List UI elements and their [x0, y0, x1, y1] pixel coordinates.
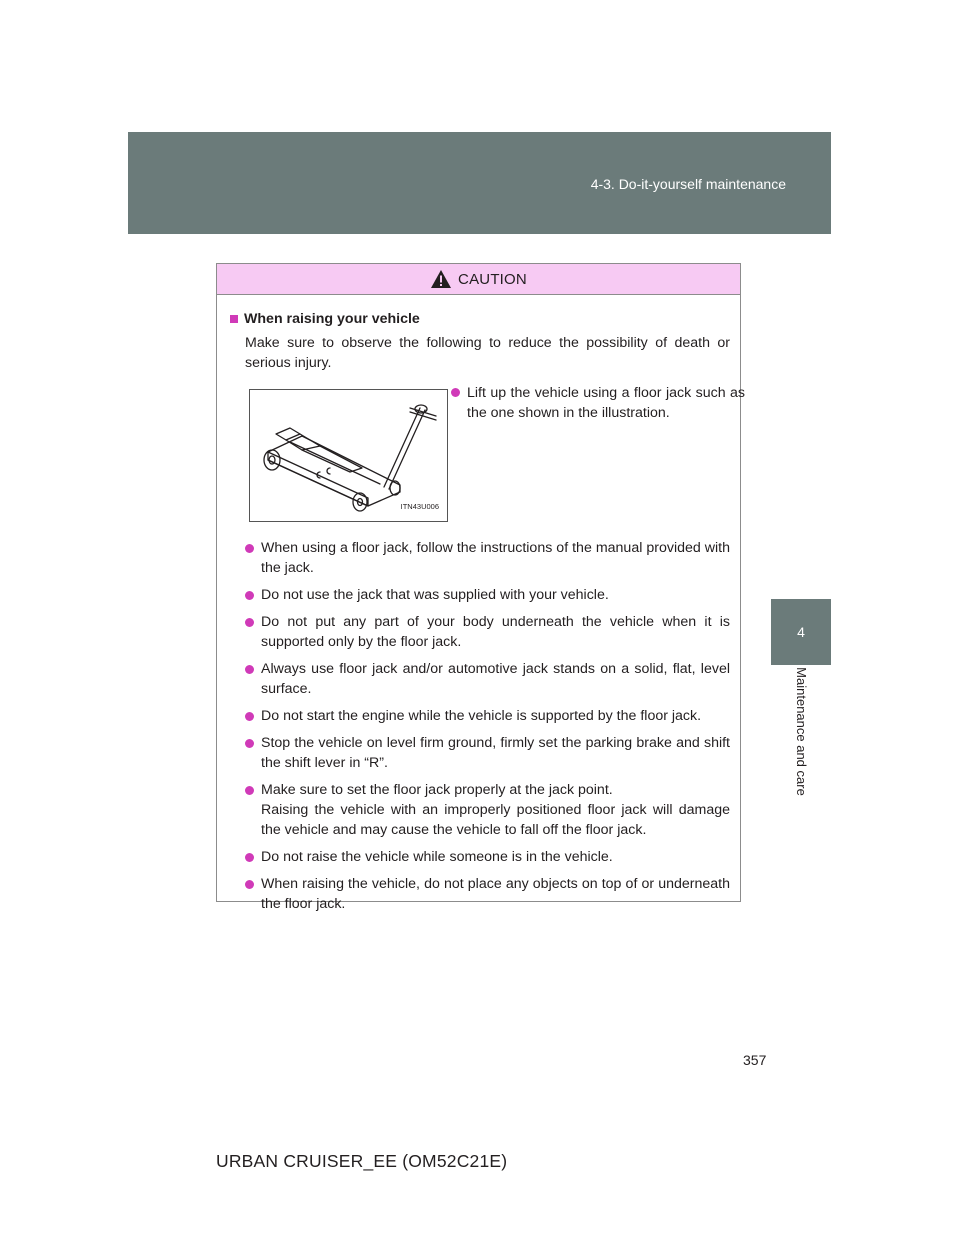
- round-bullet-icon: [245, 880, 254, 889]
- round-bullet-icon: [245, 853, 254, 862]
- round-bullet-icon: [245, 544, 254, 553]
- caution-intro: Make sure to observe the following to reduce the possibility of death or serious injury.: [245, 335, 730, 371]
- caution-content: [217, 295, 745, 914]
- list-item: [245, 780, 730, 840]
- caution-subheading-text: When raising your vehicle: [244, 311, 420, 327]
- list-item-detail: Raising the vehicle with an improperly positioned floor jack will damage the vehicle and may cause the vehicle to fall off the floor jack.: [261, 802, 730, 838]
- list-item: Do not raise the vehicle while someone is in the vehicle.: [245, 847, 730, 867]
- list-item: Always use floor jack and/or automotive jack stands on a solid, flat, level surface.: [245, 659, 730, 699]
- manual-code: URBAN CRUISER_EE (OM52C21E): [216, 1151, 508, 1171]
- list-item-line: Make sure to set the floor jack properly at the jack point.: [261, 782, 613, 798]
- figure-caption-text: Lift up the vehicle using a floor jack such as the one shown in the illustration.: [467, 385, 745, 421]
- chapter-tab-label-text: Maintenance and care: [793, 666, 809, 796]
- figure-caption: [451, 383, 745, 423]
- page-number: 357: [743, 1052, 767, 1068]
- chapter-tab-label: [771, 666, 831, 796]
- caution-list: [230, 538, 730, 914]
- figure-row: [230, 383, 745, 528]
- square-bullet-icon: [230, 315, 238, 323]
- round-bullet-icon: [451, 388, 460, 397]
- list-item-text: [261, 780, 730, 840]
- chapter-tab-number: 4: [771, 599, 831, 665]
- list-item: When raising the vehicle, do not place any objects on top of or underneath the floor jack.: [245, 874, 730, 914]
- floor-jack-illustration: [249, 389, 448, 522]
- figure-code: ITN43U006: [400, 502, 439, 511]
- round-bullet-icon: [245, 786, 254, 795]
- caution-header: [217, 264, 740, 295]
- list-item: Do not put any part of your body underneath the vehicle when it is supported only by the floor jack.: [245, 612, 730, 652]
- list-item: When using a floor jack, follow the instructions of the manual provided with the jack.: [245, 538, 730, 578]
- list-item: Stop the vehicle on level firm ground, firmly set the parking brake and shift the shift lever in “R”.: [245, 733, 730, 773]
- section-title: 4-3. Do-it-yourself maintenance: [590, 176, 786, 192]
- round-bullet-icon: [245, 739, 254, 748]
- caution-title: CAUTION: [458, 270, 527, 288]
- round-bullet-icon: [245, 618, 254, 627]
- warning-triangle-icon: [430, 269, 452, 289]
- header-band: [128, 132, 831, 234]
- round-bullet-icon: [245, 591, 254, 600]
- caution-subheading: [230, 309, 730, 329]
- round-bullet-icon: [245, 665, 254, 674]
- caution-box: [216, 263, 745, 912]
- round-bullet-icon: [245, 712, 254, 721]
- list-item: Do not use the jack that was supplied with your vehicle.: [245, 585, 730, 605]
- list-item: Do not start the engine while the vehicle is supported by the floor jack.: [245, 706, 730, 726]
